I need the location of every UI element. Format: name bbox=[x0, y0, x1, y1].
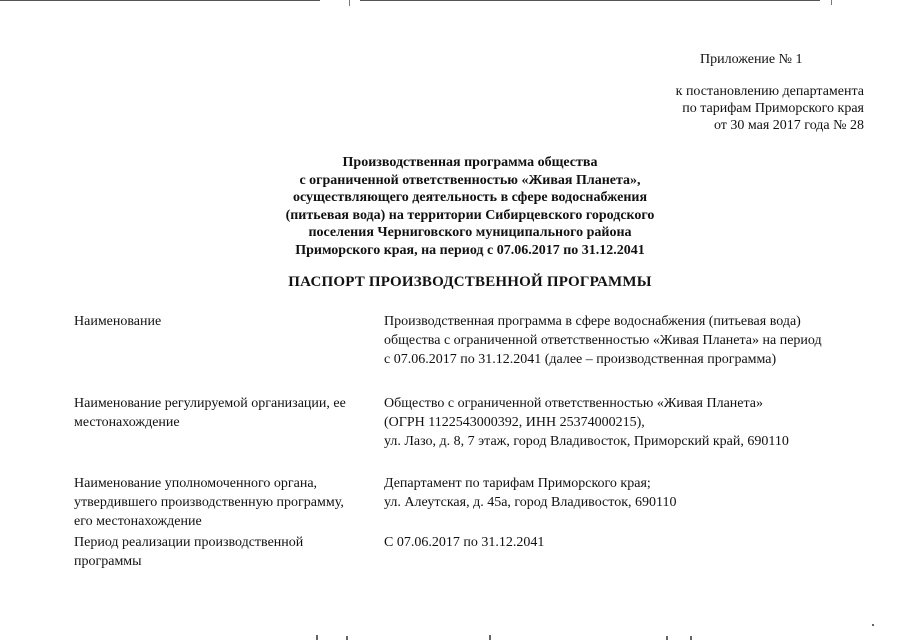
scan-edge-mark bbox=[872, 624, 874, 626]
title-line: (питьевая вода) на территории Сибирцевского городского bbox=[285, 207, 655, 223]
value-line: (ОГРН 1122543000392, ИНН 25374000215), bbox=[384, 415, 645, 430]
title-line: с ограниченной ответственностью «Живая Планета», bbox=[299, 172, 641, 188]
annex-reference bbox=[620, 83, 864, 134]
document-title bbox=[220, 154, 720, 259]
label-line: программы bbox=[74, 554, 142, 569]
passport-row-label-period bbox=[74, 533, 374, 571]
passport-row-value-period bbox=[384, 533, 864, 552]
passport-heading: ПАСПОРТ ПРОИЗВОДСТВЕННОЙ ПРОГРАММЫ bbox=[288, 274, 652, 290]
label-line: Период реализации производственной bbox=[74, 535, 304, 550]
passport-row-label-name bbox=[74, 312, 374, 331]
label-line: утвердившего производственную программу, bbox=[74, 495, 344, 510]
passport-row-value-organization bbox=[384, 394, 864, 451]
label-line: Наименование bbox=[74, 314, 162, 329]
annex-title: Приложение № 1 bbox=[700, 52, 803, 67]
value-line: С 07.06.2017 по 31.12.2041 bbox=[384, 535, 545, 550]
title-line: Производственная программа общества bbox=[342, 155, 598, 170]
scan-edge-mark bbox=[346, 636, 348, 640]
passport-row-label-organization bbox=[74, 394, 374, 432]
value-line: ул. Лазо, д. 8, 7 этаж, город Владивосток, Приморский край, 690110 bbox=[384, 434, 789, 449]
annex-reference-line: к постановлению департамента bbox=[675, 84, 864, 99]
scan-edge-mark bbox=[666, 636, 668, 640]
scan-edge-mark bbox=[489, 635, 491, 640]
label-line: его местонахождение bbox=[74, 514, 202, 529]
value-line: Общество с ограниченной ответственностью «Живая Планета» bbox=[384, 396, 763, 411]
scan-edge-mark bbox=[316, 635, 318, 640]
scan-edge-mark bbox=[690, 636, 692, 640]
title-line: осуществляющего деятельность в сфере водоснабжения bbox=[292, 190, 648, 205]
label-line: Наименование регулируемой организации, ее bbox=[74, 396, 346, 411]
title-line: поселения Черниговского муниципального района bbox=[308, 225, 632, 240]
scan-edge-tick bbox=[831, 0, 832, 5]
annex-reference-line: по тарифам Приморского края bbox=[682, 101, 864, 116]
passport-row-value-authority bbox=[384, 474, 864, 512]
value-line: Департамент по тарифам Приморского края; bbox=[384, 476, 651, 491]
annex-reference-line: от 30 мая 2017 года № 28 bbox=[713, 118, 864, 133]
value-line: ул. Алеутская, д. 45а, город Владивосток, 690110 bbox=[384, 495, 677, 510]
passport-row-value-name bbox=[384, 312, 864, 369]
scan-edge-line bbox=[0, 0, 320, 1]
title-line: Приморского края, на период с 07.06.2017 по 31.12.2041 bbox=[295, 242, 645, 258]
label-line: Наименование уполномоченного органа, bbox=[74, 476, 318, 491]
scan-edge-tick bbox=[349, 0, 350, 6]
scan-edge-line bbox=[360, 0, 820, 1]
passport-row-label-authority bbox=[74, 474, 374, 531]
value-line: с 07.06.2017 по 31.12.2041 (далее – производственная программа) bbox=[384, 352, 777, 367]
value-line: Производственная программа в сфере водоснабжения (питьевая вода) bbox=[384, 314, 801, 329]
value-line: общества с ограниченной ответственностью «Живая Планета» на период bbox=[384, 333, 822, 348]
label-line: местонахождение bbox=[74, 415, 180, 430]
